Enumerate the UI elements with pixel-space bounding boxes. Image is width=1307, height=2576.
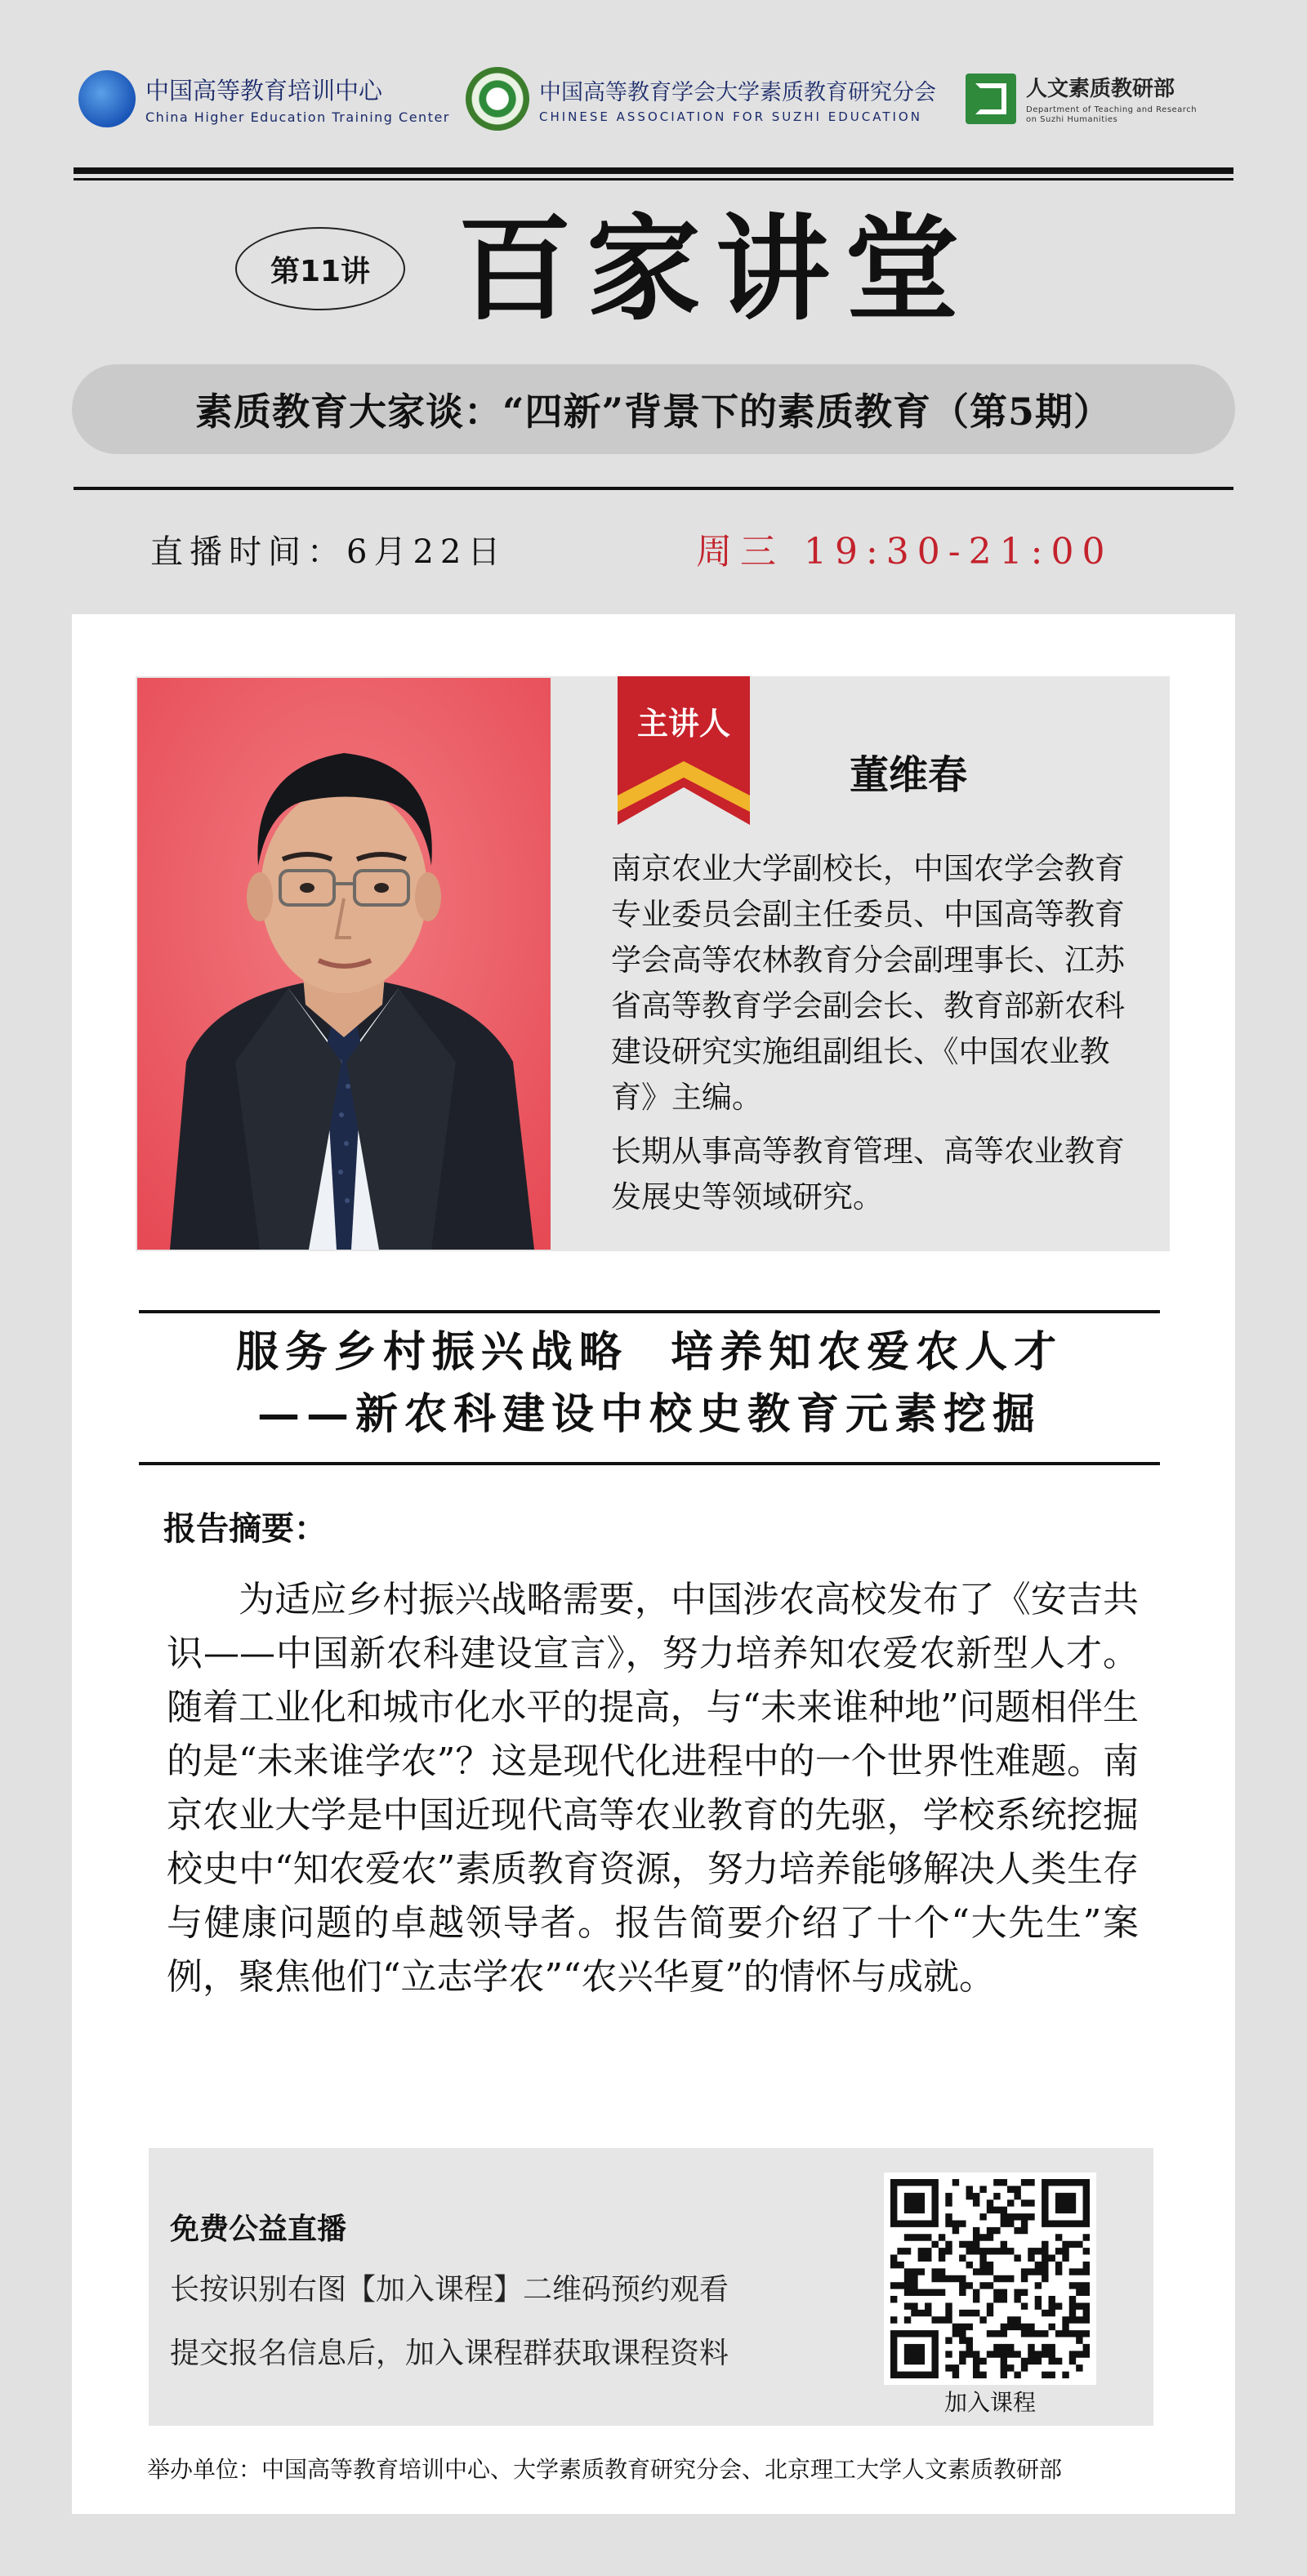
qr-code-icon <box>890 2179 1090 2378</box>
registration-title: 免费公益直播 <box>170 2213 347 2246</box>
speaker-photo <box>137 678 551 1250</box>
talk-title-divider-bottom <box>139 1462 1160 1465</box>
abstract-heading: 报告摘要： <box>163 1509 327 1548</box>
logo-name-en: CHINESE ASSOCIATION FOR SUZHI EDUCATION <box>539 109 922 124</box>
speaker-name: 董维春 <box>850 752 968 798</box>
talk-title-divider-top <box>139 1310 1160 1313</box>
logo-name-en: Department of Teaching and Research on Suzhi Humanities <box>1026 105 1198 124</box>
lecture-number-badge: 第11讲 <box>235 227 405 310</box>
registration-instruction: 长按识别右图【加入课程】二维码预约观看 <box>170 2273 729 2306</box>
header-divider-thin <box>74 178 1233 180</box>
logo-name-cn: 中国高等教育培训中心 <box>145 77 383 105</box>
speaker-tag-label: 主讲人 <box>636 706 730 742</box>
abstract-text: 为适应乡村振兴战略需要，中国涉农高校发布了《安吉共识——中国新农科建设宣言》，努力培养知农爱农新型人才。随着工业化和城市化水平的提高，与“未来谁种地”问题相伴生的是“未来谁学农”？这是现代化进程中的一个世界性难题。南京农业大学是中国近现代高等农业教育的先驱，学校系统挖掘校史中“知农爱农”素质教育资源，努力培养能够解决人类生存与健康问题的卓越领导者。报告简要介绍了十个“大先生”案例，聚焦他们“立志学农”“农兴华夏”的情怀与成就。 <box>167 1579 1139 1998</box>
qr-caption: 加入课程 <box>943 2389 1036 2416</box>
association-emblem-icon <box>466 67 529 131</box>
broadcast-date: 直播时间：6月22日 <box>150 533 507 571</box>
speaker-bio-positions: 南京农业大学副校长，中国农学会教育专业委员会副主任委员、中国高等教育学会高等农林教育分会副理事长、江苏省高等教育学会副会长、教育部新农科建设研究实施组副组长、《中国农业教育》主编。 <box>611 851 1125 1115</box>
talk-title-line1: 服务乡村振兴战略 培养知农爱农人才 <box>235 1327 1064 1377</box>
logo-name-en: China Higher Education Training Center <box>145 109 450 125</box>
subtitle-divider <box>74 487 1233 490</box>
talk-title-line2: ——新农科建设中校史教育元素挖掘 <box>256 1389 1042 1439</box>
talk-title <box>139 1321 1160 1446</box>
join-course-qr-code[interactable] <box>884 2173 1096 2385</box>
logo-name-cn: 中国高等教育学会大学素质教育研究分会 <box>539 79 936 105</box>
logo-suzhi-association <box>466 67 936 131</box>
speaker-bio <box>611 846 1134 1228</box>
header-logos <box>74 62 1233 140</box>
organizers: 举办单位：中国高等教育培训中心、大学素质教育研究分会、北京理工大学人文素质教研部 <box>147 2456 1063 2483</box>
logo-name-cn: 人文素质教研部 <box>1026 77 1175 101</box>
logo-training-center <box>78 70 450 127</box>
speaker-bio-research: 长期从事高等教育管理、高等农业教育发展史等领域研究。 <box>611 1134 1125 1214</box>
broadcast-time: 周三 19:30-21:00 <box>696 531 1113 573</box>
humanities-dept-emblem-icon <box>966 74 1016 124</box>
registration-note: 提交报名信息后，加入课程群获取课程资料 <box>170 2337 729 2370</box>
logo-humanities-dept <box>966 72 1198 125</box>
speaker-tag <box>618 676 750 825</box>
page-title: 百家讲堂 <box>457 203 975 336</box>
training-center-emblem-icon <box>78 70 136 127</box>
event-subtitle: 素质教育大家谈：“四新”背景下的素质教育（第5期） <box>72 364 1235 454</box>
header-divider-thick <box>74 167 1233 174</box>
